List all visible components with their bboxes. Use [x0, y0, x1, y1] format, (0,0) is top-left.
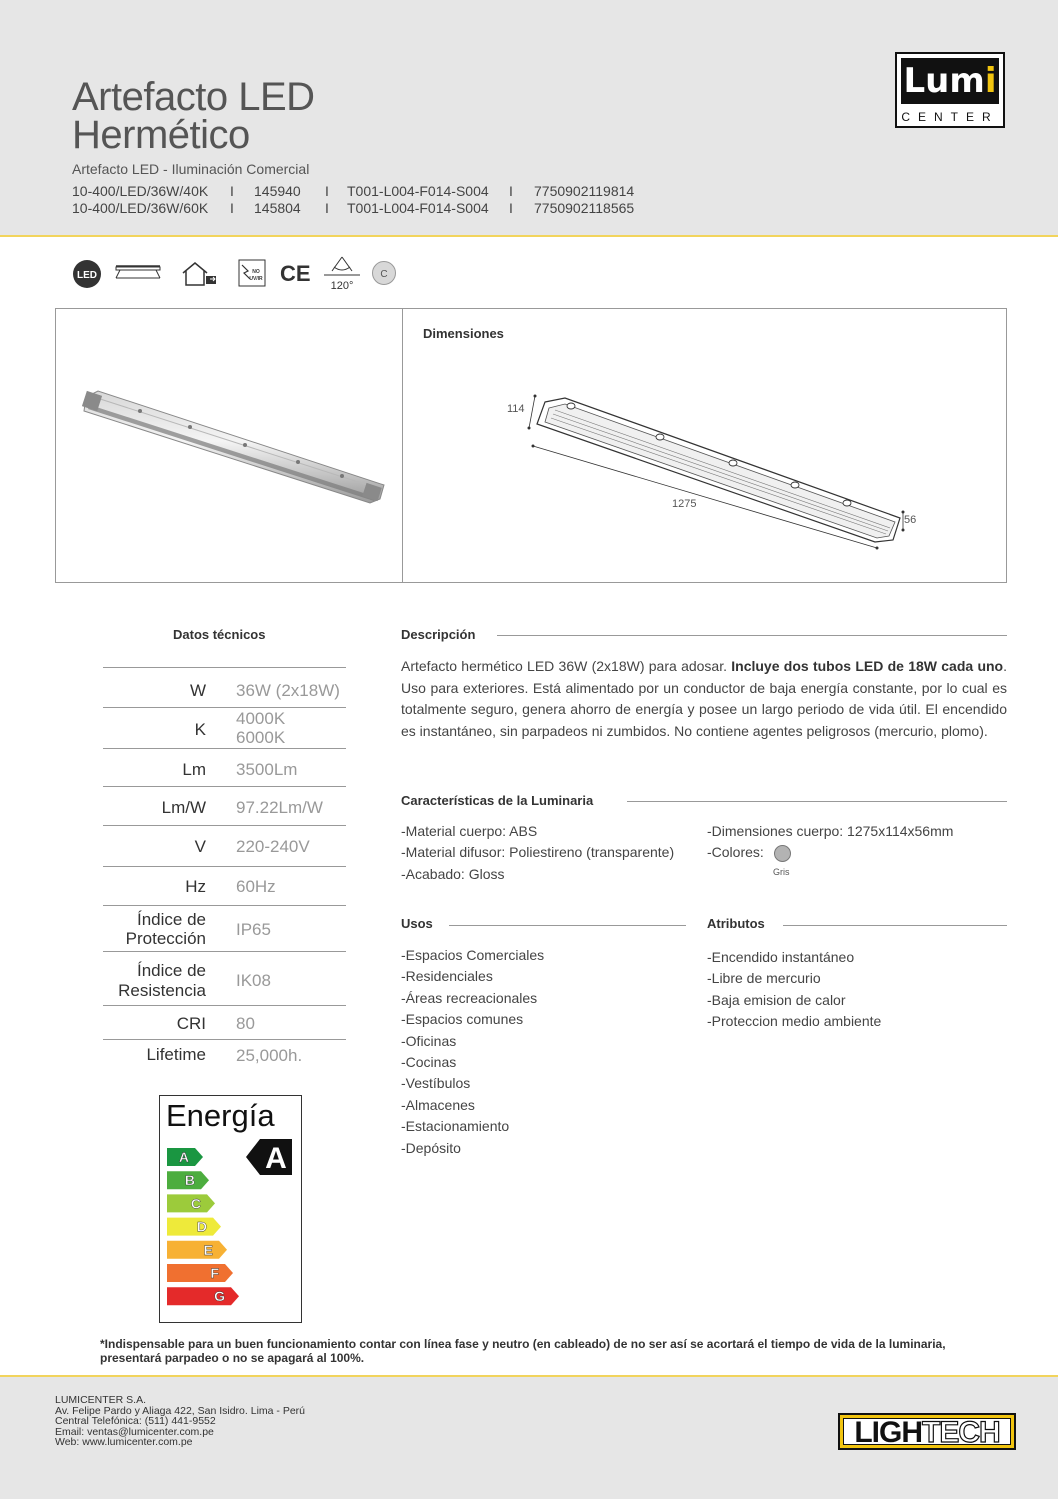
characteristics-title: Características de la Luminaria — [401, 793, 594, 808]
company-phone: Central Telefónica: (511) 441-9552 — [55, 1415, 216, 1427]
usos-item: -Estacionamiento — [401, 1118, 510, 1135]
tech-key: Lm — [182, 760, 206, 779]
tech-key: Hz — [185, 877, 206, 896]
tech-row — [103, 866, 346, 905]
svg-text:CE: CE — [280, 261, 310, 285]
page-title — [72, 75, 315, 157]
divider — [497, 635, 1007, 636]
separator: I — [325, 183, 329, 199]
tech-value: 6000K — [236, 728, 286, 747]
title-line-2: Hermético — [72, 113, 250, 157]
certification-icons — [72, 255, 412, 295]
energy-class-label: F — [210, 1265, 219, 1281]
dimension-drawing — [505, 388, 925, 563]
energy-bar-d — [167, 1218, 221, 1236]
divider — [783, 925, 1007, 926]
separator: I — [325, 200, 329, 216]
tech-key: Protección — [125, 929, 206, 948]
tech-value: IK08 — [236, 971, 271, 990]
separator: I — [230, 183, 234, 199]
usos-item: -Espacios comunes — [401, 1011, 524, 1028]
characteristic-item: -Colores: — [707, 844, 764, 861]
tech-row — [103, 951, 346, 1005]
company-name: LUMICENTER S.A. — [55, 1394, 147, 1406]
ce-mark-icon — [280, 261, 310, 290]
tech-value: 60Hz — [236, 877, 276, 896]
tech-key: V — [194, 837, 206, 856]
usos-list — [401, 945, 544, 1159]
energy-class-label: A — [178, 1149, 189, 1165]
model: 10-400/LED/36W/40K — [72, 183, 209, 199]
footnote — [100, 1337, 1000, 1365]
model: 10-400/LED/36W/60K — [72, 200, 209, 216]
brand-part: LIGH — [854, 1418, 922, 1445]
svg-text:C: C — [380, 269, 388, 280]
surface-mount-icon — [114, 263, 162, 288]
tech-value: IP65 — [236, 920, 271, 939]
tech-row — [103, 1039, 346, 1069]
tech-value: 97.22Lm/W — [236, 798, 323, 817]
atributos-item: -Baja emision de calor — [707, 991, 846, 1008]
divider — [627, 801, 1007, 802]
atributos-item: -Libre de mercurio — [707, 970, 821, 987]
tech-key: CRI — [176, 1014, 206, 1033]
dim-width-label: 56 — [904, 514, 917, 526]
description-highlight: Incluye dos tubos LED de 18W cada uno — [731, 658, 1004, 674]
ean: 7750902119814 — [534, 183, 635, 199]
tech-row — [103, 748, 346, 786]
subtitle: Artefacto LED - Iluminación Comercial — [72, 161, 310, 177]
characteristic-item: -Acabado: Gloss — [401, 865, 505, 882]
usos-item: -Depósito — [401, 1139, 461, 1156]
reference: T001-L004-F014-S004 — [347, 183, 489, 199]
atributos-item: -Proteccion medio ambiente — [707, 1013, 882, 1030]
dimensions-title: Dimensiones — [423, 326, 504, 341]
characteristics-right — [707, 821, 953, 864]
separator: I — [230, 200, 234, 216]
atributos-item: -Encendido instantáneo — [707, 949, 855, 965]
tech-key: Índice de — [137, 910, 206, 929]
svg-text:LED: LED — [77, 270, 97, 281]
code: 145940 — [254, 183, 301, 199]
usos-item: -Almacenes — [401, 1096, 475, 1113]
footnote-line: presentará parpadeo o no se apagará al 100%. — [100, 1351, 365, 1365]
characteristic-item: -Dimensiones cuerpo: 1275x114x56mm — [707, 823, 954, 839]
separator: I — [509, 200, 513, 216]
characteristic-item: -Material difusor: Poliestireno (transparente) — [401, 844, 675, 861]
usos-item: -Cocinas — [401, 1054, 457, 1071]
usos-item: -Oficinas — [401, 1032, 457, 1049]
dim-length-label: 1275 — [672, 498, 697, 510]
company-info — [55, 1395, 305, 1448]
tech-key: Lm/W — [161, 798, 206, 817]
company-address: Av. Felipe Pardo y Aliaga 422, San Isidro. Lima - Perú — [55, 1404, 305, 1417]
color-name: Gris — [773, 867, 790, 877]
usos-item: -Vestíbulos — [401, 1075, 471, 1092]
tech-key: Resistencia — [118, 981, 206, 1000]
title-line-1: Artefacto LED — [72, 75, 315, 119]
no-uv-ir-icon — [238, 259, 266, 292]
outdoor-house-icon — [180, 259, 218, 294]
energy-bar-e — [167, 1241, 227, 1259]
tech-row — [103, 667, 346, 707]
energy-class-label: C — [190, 1195, 201, 1212]
brand-part: TECH — [922, 1418, 1000, 1445]
led-icon — [72, 259, 102, 294]
tech-value: 25,000h. — [236, 1046, 303, 1065]
usos-item: -Espacios Comerciales — [401, 947, 545, 963]
characteristic-item: -Material cuerpo: ABS — [401, 823, 538, 839]
energy-label — [159, 1095, 302, 1323]
color-swatch — [774, 845, 791, 862]
product-photo — [80, 385, 390, 515]
tech-row — [103, 1005, 346, 1039]
description-title: Descripción — [401, 627, 476, 642]
description-part: Artefacto hermético LED 36W (2x18W) para adosar. — [401, 658, 732, 674]
tech-row — [103, 825, 346, 866]
energy-class-label: B — [184, 1172, 195, 1189]
atributos-title: Atributos — [707, 916, 765, 931]
company-email[interactable]: Email: ventas@lumicenter.com.pe — [55, 1425, 214, 1438]
logo-wordmark: Lumi — [901, 58, 999, 104]
tech-value: 36W (2x18W) — [236, 681, 340, 700]
tech-value: 80 — [236, 1014, 255, 1033]
tech-value: 220-240V — [236, 837, 310, 856]
energy-rating-label: A — [265, 1142, 287, 1175]
usos-item: -Áreas recreacionales — [401, 989, 538, 1006]
svg-text:120°: 120° — [330, 280, 354, 292]
energy-class-label: G — [214, 1288, 225, 1305]
svg-text:NO: NO — [252, 269, 260, 275]
svg-text:UV/IR: UV/IR — [249, 276, 263, 282]
company-website[interactable]: Web: www.lumicenter.com.pe — [55, 1436, 193, 1448]
usos-title: Usos — [401, 916, 433, 931]
figure-divider — [402, 308, 403, 583]
tech-key: W — [189, 681, 206, 700]
atributos-list — [707, 947, 881, 1033]
energy-scale — [160, 1096, 301, 1322]
tech-row — [103, 905, 346, 951]
tech-value: 4000K — [236, 709, 286, 728]
description-part: . Uso para exteriores. Está alimentado por un conductor de baja energía constante, por lo cual es totalmente seguro, genera ahorro de energía y posee un largo periodo de vida útil. El encendido es instantáneo, sin parpadeos ni zumbidos. No contiene agentes peligrosos (mercurio, plomo). — [401, 658, 1007, 739]
usos-item: -Residenciales — [401, 968, 493, 985]
energy-bar-g — [167, 1287, 239, 1305]
tech-key: Índice de — [137, 961, 206, 980]
tech-row — [103, 707, 346, 748]
energy-bar-f — [167, 1264, 233, 1282]
tech-row — [103, 786, 346, 825]
footnote-line: *Indispensable para un buen funcionamiento contar con línea fase y neutro (en cableado) de no ser así se acortará el tiempo de vida de la luminaria, — [100, 1337, 946, 1351]
characteristics-left — [401, 821, 674, 885]
tech-data-title: Datos técnicos — [173, 627, 266, 642]
lightech-logo — [838, 1413, 1016, 1450]
lumicenter-logo — [895, 52, 1005, 128]
tech-key: Lifetime — [146, 1045, 206, 1064]
ean: 7750902118565 — [534, 200, 635, 216]
dim-height-label: 114 — [507, 403, 525, 415]
description-text — [401, 656, 1007, 742]
class-c-icon — [371, 260, 397, 291]
beam-angle-icon — [322, 255, 362, 298]
tech-value: 3500Lm — [236, 760, 298, 779]
code: 145804 — [254, 200, 301, 216]
energy-class-label: D — [196, 1218, 207, 1235]
energy-title: Energía — [166, 1098, 275, 1133]
logo-subtext: CENTER — [901, 110, 999, 124]
tech-key: K — [194, 720, 206, 739]
separator: I — [509, 183, 513, 199]
divider — [449, 925, 686, 926]
reference: T001-L004-F014-S004 — [347, 200, 489, 216]
energy-class-label: E — [203, 1241, 213, 1258]
